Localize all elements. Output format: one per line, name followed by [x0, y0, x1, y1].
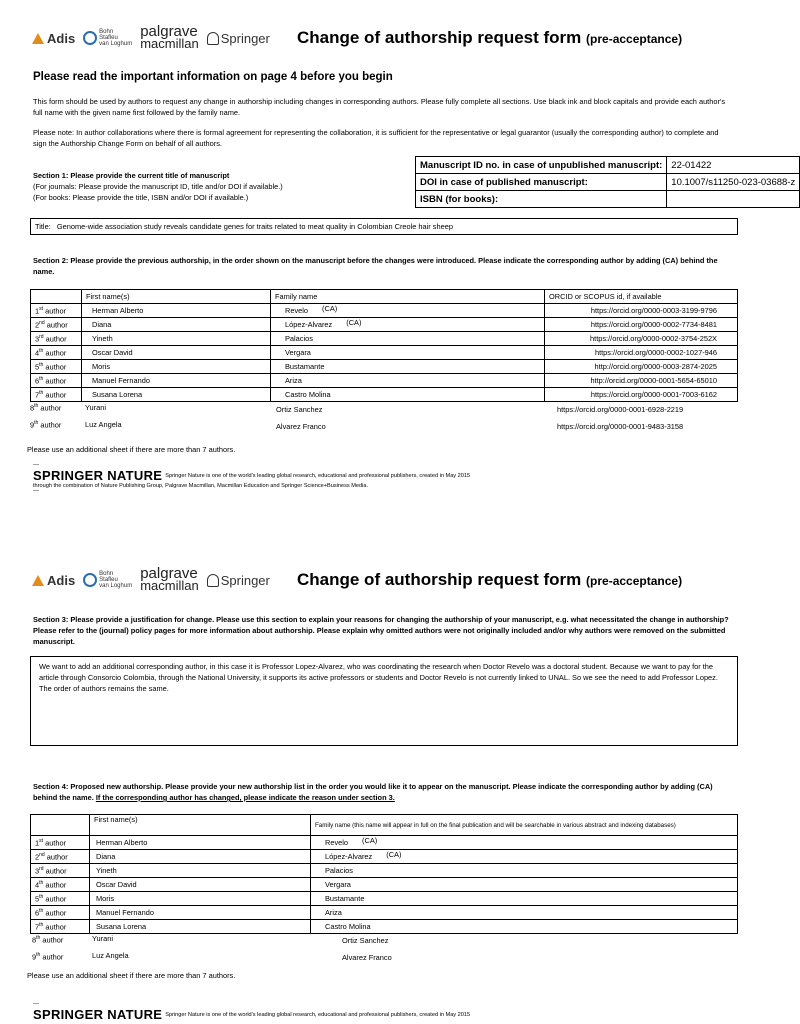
author-word: author	[45, 362, 67, 372]
author-number: 7	[35, 922, 40, 932]
author-position	[31, 360, 82, 374]
isbn-label: ISBN (for books):	[416, 191, 667, 208]
family-name-cell[interactable]	[271, 360, 545, 374]
author-word: author	[45, 348, 67, 358]
author-position	[31, 304, 82, 318]
table-row	[31, 836, 738, 850]
author-position	[30, 420, 61, 429]
author-number: 9	[32, 952, 37, 962]
footer2-dashes: ---	[33, 1001, 39, 1007]
footer-dashes-top: ---	[33, 462, 39, 468]
publisher-logos-2	[32, 565, 270, 593]
extra-authors-previous	[30, 400, 738, 434]
palgrave-logo: palgrave macmillan	[140, 23, 199, 51]
family-name-cell[interactable]	[311, 878, 738, 892]
author-number: 8	[30, 403, 35, 413]
author-word: author	[45, 922, 67, 932]
footer2-text: Springer Nature is one of the world's leading global research, educational and professional publishers, created in May 2015	[165, 1011, 471, 1018]
author-word: author	[46, 320, 68, 330]
section3-heading: Section 3: Please provide a justification for change. Please use this section to explain your reasons for changing the authorship of your manuscript, e.g. what necessitated the change in authorship? Please refer to the (journal) policy pages for more information about authorship. Please explain why omitted authors were not originally included and/or why authors were removed on the submitted manuscript.	[33, 615, 729, 646]
author-number: 6	[35, 908, 40, 918]
title-value[interactable]: Genome-wide association study reveals candidate genes for traits related to meat quality in Colombian Creole hair sheep	[56, 222, 453, 231]
footer-dashes-bottom: ---	[33, 488, 39, 494]
orcid[interactable]: http://orcid.org/0000-0001-5654-65010	[545, 374, 738, 388]
new-authorship-table	[30, 814, 738, 934]
springer-horse-icon	[207, 32, 219, 45]
author-number: 6	[35, 376, 40, 386]
justification-box[interactable]: We want to add an additional corresponding author, in this case it is Professor Lopez-Alvarez, who was coordinating the research when Doctor Revelo was a doctoral student. Because we want to pay for the article through Consorcio Colombia, through the National University, it supports its active professors or students and Doctor Revelo is not currently linked to UNAL. So we see the need to add Professor Lopez. The order of authors remains the same.	[30, 656, 738, 746]
author-position	[31, 864, 90, 878]
author-number: 8	[32, 935, 37, 945]
springer-nature-logo: SPRINGER NATURE	[33, 468, 163, 483]
family-name-cell[interactable]	[311, 850, 738, 864]
first-name[interactable]: Moris	[90, 892, 311, 906]
author-suffix: rd	[39, 865, 44, 872]
corresponding-author-mark: (CA)	[322, 304, 338, 313]
author-number: 2	[35, 320, 40, 330]
first-name[interactable]: Luz Angela	[92, 951, 129, 960]
author-number: 1	[35, 306, 40, 316]
family-name: López-Alvarez	[325, 852, 373, 861]
table-row	[31, 304, 738, 318]
corresponding-author-mark: (CA)	[346, 318, 362, 327]
footer-page1	[33, 463, 470, 494]
doi-value[interactable]: 10.1007/s11250-023-03688-z	[667, 174, 800, 191]
section4-heading: Section 4: Proposed new authorship. Please provide your new authorship list in the order you would like it to appear on the manuscript. Please indicate the corresponding author by adding (CA) behind the name. If the corresponding author has changed, please indicate the reason under section 3.	[33, 782, 713, 802]
author-word: author	[45, 334, 67, 344]
first-name[interactable]: Yurani	[92, 934, 113, 943]
footer-text-1: Springer Nature is one of the world's leading global research, educational and professional publishers, created in May 2015	[165, 472, 471, 479]
orcid[interactable]: https://orcid.org/0000-0001-6928-2219	[557, 405, 684, 414]
springer-horse-icon	[207, 574, 219, 587]
col-orcid: ORCID or SCOPUS id, if available	[545, 290, 738, 304]
family-name: Vergara	[285, 348, 311, 357]
author-word: author	[45, 908, 67, 918]
author-suffix: th	[34, 403, 39, 409]
family-name: López-Alvarez	[285, 320, 333, 329]
family-name-cell[interactable]	[271, 304, 545, 318]
family-name-cell[interactable]	[271, 374, 545, 388]
orcid[interactable]: https://orcid.org/0000-0002-1027-946	[545, 346, 738, 360]
important-notice: Please read the important information on page 4 before you begin	[33, 71, 393, 83]
family-name: Revelo	[325, 838, 349, 847]
author-position	[32, 952, 63, 961]
table-row	[31, 892, 738, 906]
form-title-2: Change of authorship request form (pre-acceptance)	[297, 570, 683, 589]
author-suffix: th	[39, 879, 44, 886]
family-name-cell[interactable]	[271, 332, 545, 346]
author-word: author	[45, 880, 67, 890]
author-suffix: nd	[39, 851, 45, 858]
bohn-logo: Bohn Stafleu van Loghum	[83, 29, 132, 47]
first-name[interactable]: Oscar David	[90, 878, 311, 892]
family-name: Palacios	[285, 334, 313, 343]
author-word: author	[45, 390, 67, 400]
orcid[interactable]: https://orcid.org/0000-0001-9483-3158	[557, 422, 684, 431]
table-header-new	[31, 815, 738, 836]
adis-triangle-icon	[32, 575, 44, 586]
intro-paragraph: This form should be used by authors to request any change in authorship including changes in corresponding authors. Please fully complete all sections. Use black ink and block capitals and provide each author's full name with the given name first followed by the family name.	[33, 97, 726, 117]
family-name: Castro Molina	[285, 390, 331, 399]
bohn-mark-icon	[83, 573, 97, 587]
author-word: author	[46, 852, 68, 862]
author-position	[31, 332, 82, 346]
family-name-cell[interactable]	[311, 836, 738, 850]
table-header	[31, 290, 738, 304]
author-suffix: th	[39, 347, 44, 354]
corresponding-author-mark: (CA)	[386, 850, 402, 859]
table-row	[31, 850, 738, 864]
family-name-cell[interactable]	[311, 892, 738, 906]
author-number: 9	[30, 420, 35, 430]
palgrave-logo-2: palgrave macmillan	[140, 565, 199, 593]
table-row	[31, 864, 738, 878]
table-row	[31, 360, 738, 374]
col-family-name-new: Family name (this name will appear in full on the final publication and will be searchable in various abstract and indexing databases)	[311, 815, 738, 836]
family-name[interactable]: Ortiz Sanchez	[276, 405, 323, 414]
section1-books: (For books: Please provide the title, ISBN and/or DOI if available.)	[33, 193, 249, 202]
author-number: 2	[35, 852, 40, 862]
table-row	[31, 332, 738, 346]
corresponding-author-mark: (CA)	[362, 836, 378, 845]
form-title: Change of authorship request form (pre-acceptance)	[297, 28, 683, 47]
ms-id-label: Manuscript ID no. in case of unpublished manuscript:	[416, 157, 667, 174]
author-word: author	[45, 306, 67, 316]
first-name[interactable]: Moris	[82, 360, 271, 374]
author-suffix: th	[39, 921, 44, 928]
list-item	[30, 932, 738, 949]
author-position	[31, 850, 90, 864]
table-row	[31, 878, 738, 892]
col-first-name: First name(s)	[82, 290, 271, 304]
springer-logo-2: Springer	[207, 573, 270, 588]
author-word: author	[45, 376, 67, 386]
author-position	[31, 836, 90, 850]
author-position	[30, 403, 61, 412]
family-name[interactable]: Ortiz Sanchez	[342, 936, 389, 945]
author-word: author	[40, 420, 62, 430]
table-row	[31, 374, 738, 388]
author-word: author	[42, 952, 64, 962]
orcid[interactable]: https://orcid.org/0000-0002-3754-252X	[545, 332, 738, 346]
author-suffix: th	[39, 389, 44, 396]
isbn-value[interactable]	[667, 191, 800, 208]
first-name[interactable]: Susana Lorena	[82, 388, 271, 402]
author-suffix: rd	[39, 333, 44, 340]
col-family-name: Family name	[271, 290, 545, 304]
first-name[interactable]: Yineth	[82, 332, 271, 346]
adis-logo-2: Adis	[32, 573, 75, 588]
first-name[interactable]: Manuel Fernando	[90, 906, 311, 920]
orcid[interactable]: http://orcid.org/0000-0003-2874-2025	[545, 360, 738, 374]
author-word: author	[45, 838, 67, 848]
additional-sheet-note-2: Please use an additional sheet if there are more than 7 authors.	[27, 971, 236, 980]
family-name-cell[interactable]	[271, 318, 545, 332]
family-name: Revelo	[285, 306, 309, 315]
table-row	[31, 346, 738, 360]
author-suffix: th	[39, 375, 44, 382]
author-suffix: st	[39, 837, 44, 844]
springer-nature-logo-2: SPRINGER NATURE	[33, 1007, 163, 1022]
previous-authorship-table	[30, 289, 738, 402]
bohn-mark-icon	[83, 31, 97, 45]
author-position	[31, 318, 82, 332]
author-word: author	[42, 935, 64, 945]
author-number: 3	[35, 866, 40, 876]
first-name[interactable]: Manuel Fernando	[82, 374, 271, 388]
author-suffix: th	[39, 907, 44, 914]
author-number: 7	[35, 390, 40, 400]
family-name: Bustamante	[285, 362, 325, 371]
author-number: 3	[35, 334, 40, 344]
family-name[interactable]: Alvarez Franco	[276, 422, 326, 431]
author-number: 4	[35, 880, 40, 890]
first-name[interactable]: Diana	[90, 850, 311, 864]
author-position	[31, 892, 90, 906]
publisher-logos	[32, 23, 270, 51]
family-name: Ariza	[285, 376, 302, 385]
author-position	[31, 346, 82, 360]
orcid[interactable]: https://orcid.org/0000-0003-3199-9796	[545, 304, 738, 318]
extra-authors-new	[30, 932, 738, 966]
doi-label: DOI in case of published manuscript:	[416, 174, 667, 191]
first-name[interactable]: Herman Alberto	[82, 304, 271, 318]
author-number: 1	[35, 838, 40, 848]
springer-logo: Springer	[207, 31, 270, 46]
author-suffix: st	[39, 305, 44, 312]
ms-id-value[interactable]: 22-01422	[667, 157, 800, 174]
author-number: 5	[35, 894, 40, 904]
author-position	[31, 878, 90, 892]
author-suffix: th	[36, 935, 41, 941]
first-name[interactable]: Luz Angela	[85, 420, 122, 429]
author-suffix: th	[39, 361, 44, 368]
list-item	[30, 417, 738, 434]
first-name[interactable]: Yineth	[90, 864, 311, 878]
family-name-cell[interactable]	[271, 346, 545, 360]
orcid[interactable]: https://orcid.org/0000-0001-7003-6162	[545, 388, 738, 402]
first-name[interactable]: Susana Lorena	[90, 920, 311, 934]
author-word: author	[40, 403, 62, 413]
author-word: author	[45, 866, 67, 876]
family-name: Vergara	[325, 880, 351, 889]
family-name: Castro Molina	[325, 922, 371, 931]
orcid[interactable]: https://orcid.org/0000-0002-7734-8481	[545, 318, 738, 332]
note-paragraph: Please note: In author collaborations where there is formal agreement for representing the collaboration, it is sufficient for the representative or legal guarantor (usually the corresponding author) to complete and sign the Authorship Change Form on behalf of all authors.	[33, 128, 719, 148]
author-position	[32, 935, 63, 944]
family-name[interactable]: Alvarez Franco	[342, 953, 392, 962]
author-number: 4	[35, 348, 40, 358]
author-suffix: nd	[39, 319, 45, 326]
table-row	[31, 318, 738, 332]
table-row	[31, 906, 738, 920]
family-name-cell[interactable]	[311, 906, 738, 920]
author-position	[31, 374, 82, 388]
footer-page2	[33, 1002, 470, 1022]
author-suffix: th	[39, 893, 44, 900]
author-number: 5	[35, 362, 40, 372]
first-name[interactable]: Yurani	[85, 403, 106, 412]
manuscript-id-box	[415, 156, 800, 208]
family-name: Bustamante	[325, 894, 365, 903]
family-name: Ariza	[325, 908, 342, 917]
author-suffix: th	[36, 952, 41, 958]
adis-logo: Adis	[32, 31, 75, 46]
col-first-name-new: First name(s)	[90, 815, 311, 836]
first-name[interactable]: Oscar David	[82, 346, 271, 360]
section1-journals: (For journals: Please provide the manuscript ID, title and/or DOI if available.)	[33, 182, 283, 191]
list-item	[30, 949, 738, 966]
section2-heading: Section 2: Please provide the previous authorship, in the order shown on the manuscript before the changes were introduced. Please indicate the corresponding author by adding (CA) behind the name.	[33, 256, 718, 276]
section1-heading: Section 1: Please provide the current title of manuscript	[33, 171, 230, 180]
author-word: author	[45, 894, 67, 904]
family-name: Palacios	[325, 866, 353, 875]
footer-text-2: through the combination of Nature Publishing Group, Palgrave Macmillan, Macmillan Education and Springer Science+Business Media.	[33, 483, 369, 489]
title-box	[30, 218, 738, 235]
first-name[interactable]: Herman Alberto	[90, 836, 311, 850]
bohn-logo-2: Bohn Stafleu van Loghum	[83, 571, 132, 589]
first-name[interactable]: Diana	[82, 318, 271, 332]
list-item	[30, 400, 738, 417]
author-suffix: th	[34, 420, 39, 426]
adis-triangle-icon	[32, 33, 44, 44]
author-position	[31, 906, 90, 920]
family-name-cell[interactable]	[311, 864, 738, 878]
section1	[33, 170, 283, 203]
title-label: Title:	[35, 222, 51, 231]
additional-sheet-note: Please use an additional sheet if there are more than 7 authors.	[27, 445, 236, 454]
